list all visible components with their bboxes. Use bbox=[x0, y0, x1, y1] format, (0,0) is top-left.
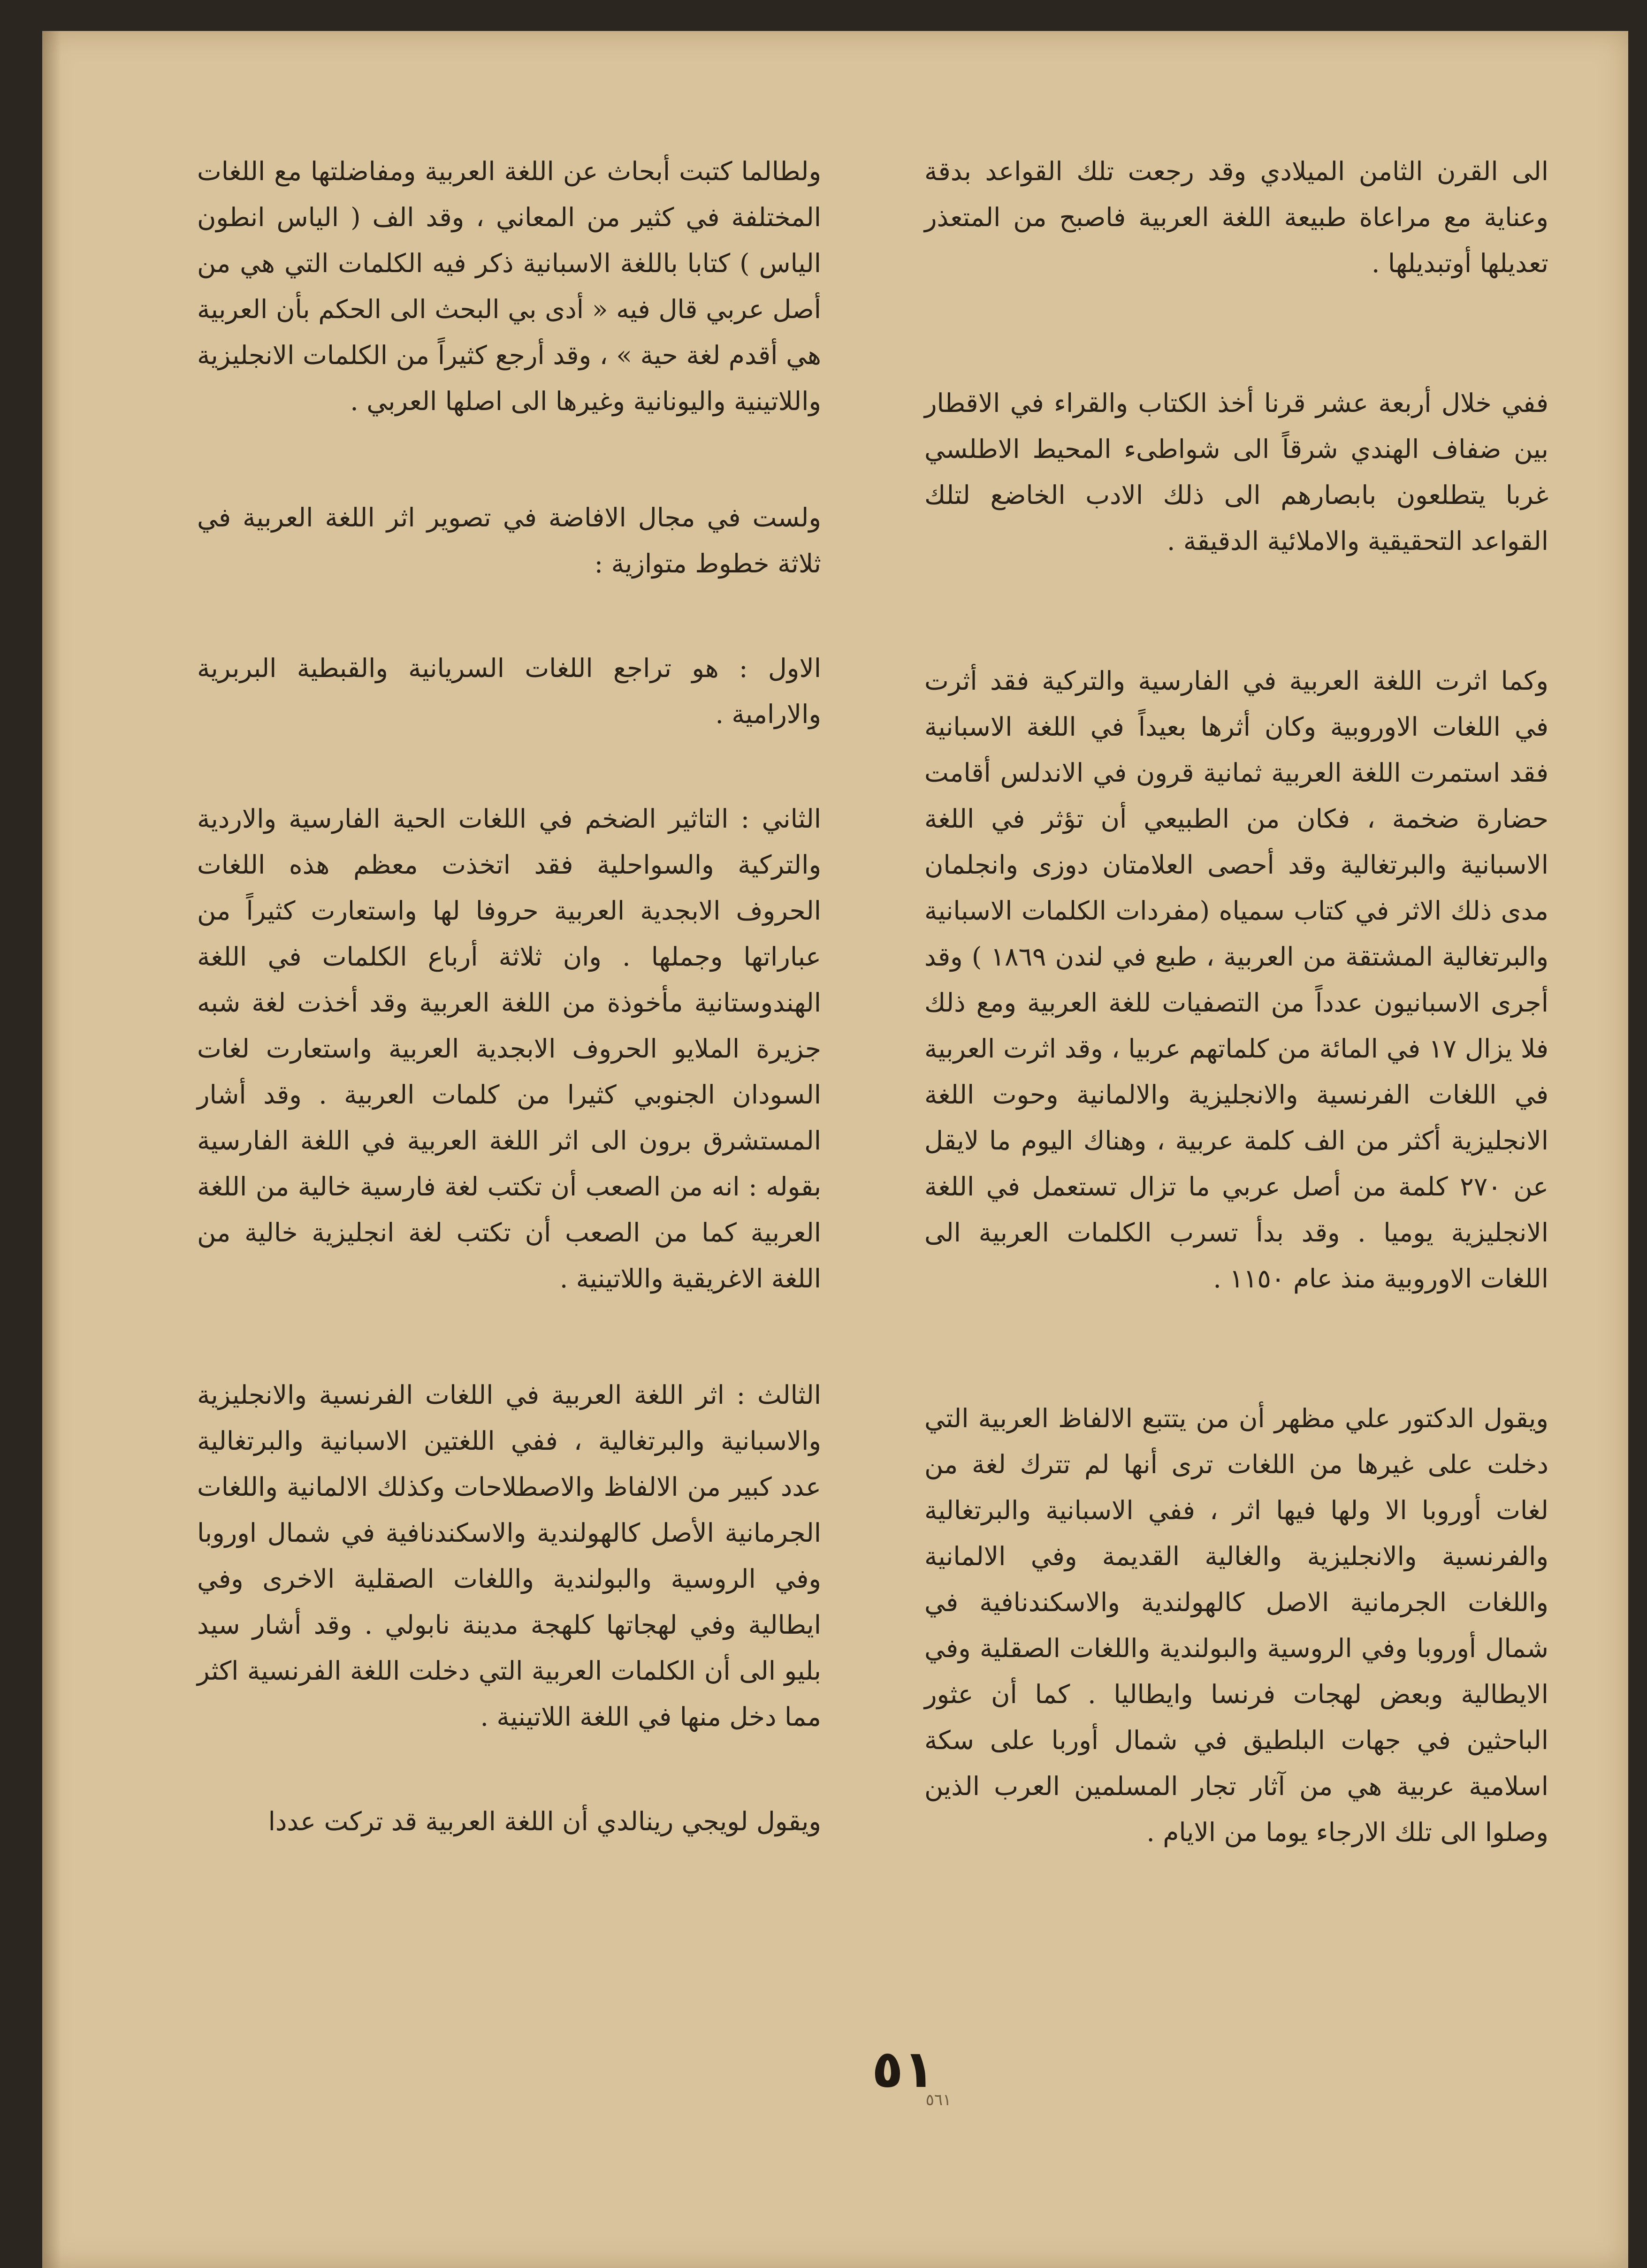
left-paragraph-6: ويقول لويجي رينالدي أن اللغة العربية قد تركت عددا bbox=[268, 1806, 821, 1836]
left-paragraph-2: ولست في مجال الافاضة في تصوير اثر اللغة العربية في ثلاثة خطوط متوازية : bbox=[197, 502, 821, 578]
page-binding-shadow bbox=[42, 31, 61, 2268]
left-paragraph-4: الثاني : التاثير الضخم في اللغات الحية الفارسية والاردية والتركية والسواحلية فقد اتخذت معظم هذه اللغات الحروف الابجدية العربية حروفا لها واستعارت كثيراً من عباراتها وجملها . وان ثلاثة أرباع الكلمات في اللغة الهندوستانية مأخوذة من اللغة العربية وقد أخذت لغة شبه جزيرة الملايو الحروف الابجدية العربية واستعارت لغات السودان الجنوبي كثيرا من كلمات العربية . وقد أشار المستشرق برون الى اثر اللغة العربية في اللغة الفارسية بقوله : انه من الصعب أن تكتب لغة فارسية خالية من اللغة العربية كما من الصعب أن تكتب لغة انجليزية خالية من اللغة الاغريقية واللاتينية . bbox=[197, 804, 821, 1294]
page-number: ٥١ bbox=[871, 2039, 935, 2099]
right-paragraph-3: وكما اثرت اللغة العربية في الفارسية والتركية فقد أثرت في اللغات الاوروبية وكان أثرها بعيداً في اللغة الاسبانية فقد استمرت اللغة العربية ثمانية قرون في الاندلس أقامت حضارة ضخمة ، فكان من الطبيعي أن تؤثر في اللغة الاسبانية والبرتغالية وقد أحصى العلامتان دوزى وانجلمان مدى ذلك الاثر في كتاب سمياه (مفردات الكلمات الاسبانية والبرتغالية المشتقة من العربية ، طبع في لندن ١٨٦٩ ) وقد أجرى الاسبانيون عدداً من التصفيات للغة العربية ومع ذلك فلا يزال ١٧ في المائة من كلماتهم عربيا ، وقد اثرت العربية في اللغات الفرنسية والانجليزية والالمانية وحوت اللغة الانجليزية أكثر من الف كلمة عربية ، وهناك اليوم ما لايقل عن ٢٧٠ كلمة من أصل عربي ما تزال تستعمل في اللغة الانجليزية يوميا . وقد بدأ تسرب الكلمات العربية الى اللغات الاوروبية منذ عام ١١٥٠ . bbox=[924, 666, 1548, 1294]
right-paragraph-2: ففي خلال أربعة عشر قرنا أخذ الكتاب والقراء في الاقطار بين ضفاف الهندي شرقاً الى شواطىء المحيط الاطلسي غربا يتطلعون بابصارهم الى ذلك الادب الخاضع لتلك القواعد التحقيقية والاملائية الدقيقة . bbox=[924, 388, 1548, 556]
left-paragraph-1: ولطالما كتبت أبحاث عن اللغة العربية ومفاضلتها مع اللغات المختلفة في كثير من المعاني ، وقد الف ( الياس انطون الياس ) كتابا باللغة الاسبانية ذكر فيه الكلمات التي هي من أصل عربي قال فيه « أدى بي البحث الى الحكم بأن العربية هي أقدم لغة حية » ، وقد أرجع كثيراً من الكلمات الانجليزية واللاتينية واليونانية وغيرها الى اصلها العربي . bbox=[197, 156, 821, 416]
right-paragraph-4: ويقول الدكتور علي مظهر أن من يتتبع الالفاظ العربية التي دخلت على غيرها من اللغات ترى أنها لم تترك لغة من لغات أوروبا الا ولها فيها اثر ، ففي الاسبانية والبرتغالية والفرنسية والانجليزية والغالية القديمة وفي الالمانية واللغات الجرمانية الاصل كالهولندية والاسكندنافية في شمال أوروبا وفي الروسية والبولندية واللغات الصقلية وفي الايطالية وبعض لهجات فرنسا وايطاليا . كما أن عثور الباحثين في جهات البلطيق في شمال أوربا على سكة اسلامية عربية هي من آثار تجار المسلمين العرب الذين وصلوا الى تلك الارجاء يوما من الايام . bbox=[924, 1403, 1548, 1847]
scanned-page bbox=[42, 31, 1628, 2268]
left-column bbox=[197, 148, 821, 1844]
left-paragraph-3: الاول : هو تراجع اللغات السريانية والقبطية البربرية والارامية . bbox=[197, 653, 821, 729]
left-paragraph-5: الثالث : اثر اللغة العربية في اللغات الفرنسية والانجليزية والاسبانية والبرتغالية ، ففي اللغتين الاسبانية والبرتغالية عدد كبير من الالفاظ والاصطلاحات وكذلك الالمانية واللغات الجرمانية الأصل كالهولندية والاسكندنافية في شمال اوروبا وفي الروسية والبولندية واللغات الصقلية الاخرى وفي ايطالية وفي لهجاتها كلهجة مدينة نابولي . وقد أشار سيد بليو الى أن الكلمات العربية التي دخلت اللغة الفرنسية اكثر مما دخل منها في اللغة اللاتينية . bbox=[197, 1380, 821, 1732]
right-column bbox=[924, 148, 1548, 1855]
page-number-stamp: ٥٦١ bbox=[925, 2091, 952, 2109]
right-paragraph-1: الى القرن الثامن الميلادي وقد رجعت تلك القواعد بدقة وعناية مع مراعاة طبيعة اللغة العربية فاصبح من المتعذر تعديلها أوتبديلها . bbox=[924, 156, 1548, 278]
